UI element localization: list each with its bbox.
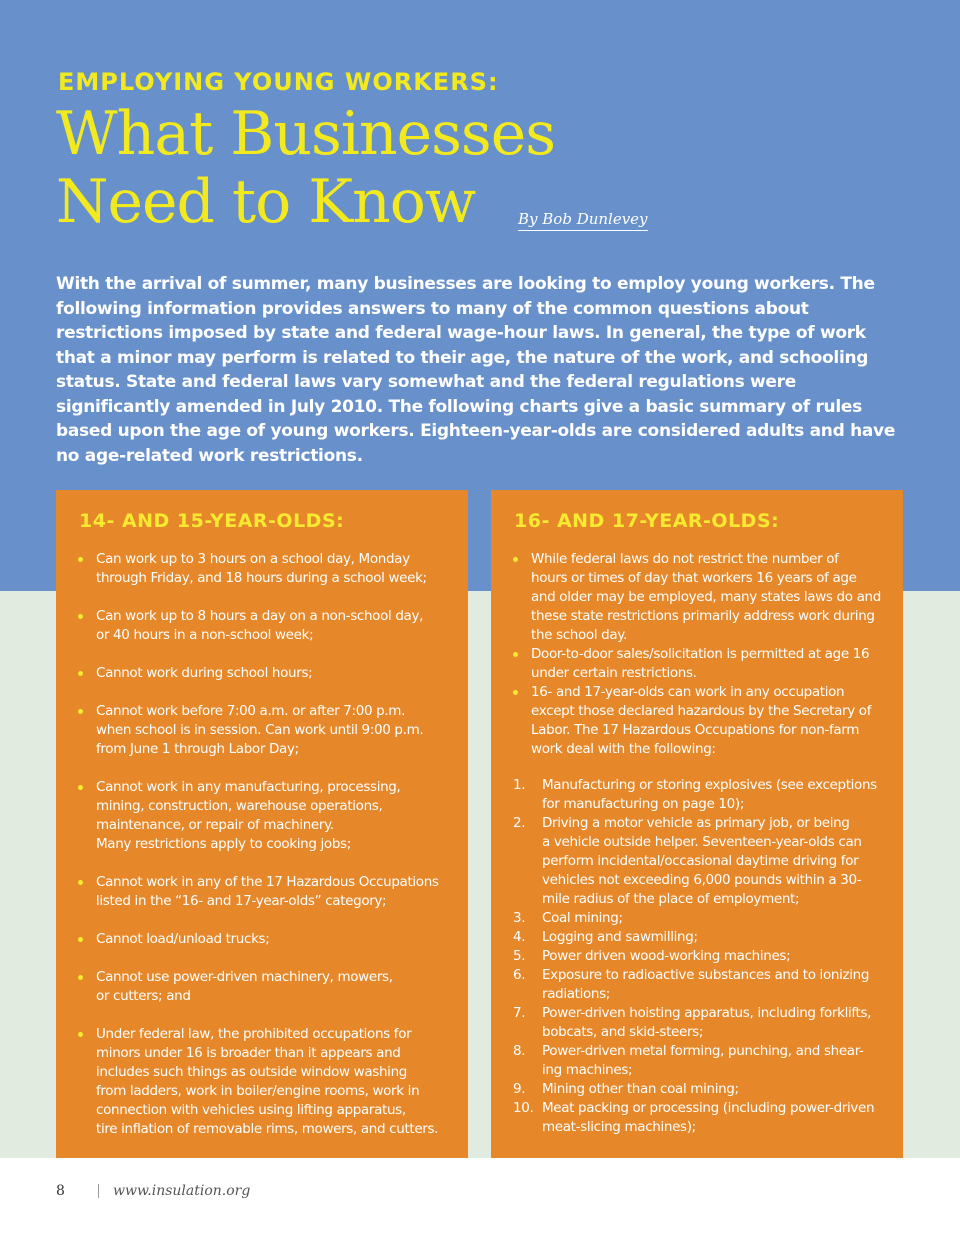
list-item-text: Cannot work in any of the 17 Hazardous Occupations listed in the “16- and 17-year-olds” category; bbox=[96, 874, 439, 909]
numbered-item bbox=[491, 1099, 903, 1137]
list-item-text: Can work up to 3 hours on a school day, Monday through Friday, and 18 hours during a school week; bbox=[96, 551, 427, 586]
numbered-item-text: Logging and sawmilling; bbox=[542, 929, 698, 945]
list-item bbox=[56, 550, 468, 588]
item-number: 3. bbox=[513, 910, 526, 926]
author-byline: By Bob Dunlevey bbox=[518, 210, 648, 231]
panel-14-15 bbox=[56, 490, 468, 1158]
footer-divider bbox=[98, 1184, 99, 1198]
bullet-icon bbox=[78, 557, 83, 562]
numbered-item bbox=[491, 928, 903, 947]
numbered-item-text: Power driven wood-working machines; bbox=[542, 948, 791, 964]
numbered-item bbox=[491, 776, 903, 814]
list-item bbox=[56, 873, 468, 911]
article-kicker: EMPLOYING YOUNG WORKERS: bbox=[58, 68, 499, 96]
bullet-icon bbox=[78, 785, 83, 790]
list-item-text: Under federal law, the prohibited occupations for minors under 16 is broader than it appears and includes such things as outside window washing from ladders, work in boiler/engine rooms, work in connection with vehicles using lifting apparatus, tire inflation of removable rims, mowers, and cutters. bbox=[96, 1026, 439, 1137]
numbered-item-text: Driving a motor vehicle as primary job, or being a vehicle outside helper. Seventeen-year-olds can perform incidental/occasional daytime driving for vehicles not exceeding 6,000 pounds within a 30- mile radius of the place of employment; bbox=[542, 815, 862, 907]
numbered-item bbox=[491, 966, 903, 1004]
list-item bbox=[56, 968, 468, 1006]
numbered-item-text: Exposure to radioactive substances and to ionizing radiations; bbox=[542, 967, 870, 1002]
item-number: 5. bbox=[513, 948, 526, 964]
list-item-text: Cannot work before 7:00 a.m. or after 7:00 p.m. when school is in session. Can work until 9:00 p.m. from June 1 through Labor Day; bbox=[96, 703, 424, 757]
list-item-text: Door-to-door sales/solicitation is permitted at age 16 under certain restrictions. bbox=[531, 646, 870, 681]
article-title bbox=[56, 100, 555, 236]
bullet-icon bbox=[513, 690, 518, 695]
panel-title-16-17: 16- AND 17-YEAR-OLDS: bbox=[514, 510, 780, 532]
numbered-item-text: Power-driven hoisting apparatus, including forklifts, bobcats, and skid-steers; bbox=[542, 1005, 872, 1040]
list-item-text: While federal laws do not restrict the number of hours or times of day that workers 16 years of age and older may be employed, many states laws do and these state restrictions primarily address work during the school day. bbox=[531, 551, 881, 643]
numbered-item bbox=[491, 1080, 903, 1099]
list-item-text: Cannot load/unload trucks; bbox=[96, 931, 270, 947]
list-item-text: Cannot work during school hours; bbox=[96, 665, 313, 681]
list-item bbox=[491, 550, 903, 645]
item-number: 2. bbox=[513, 815, 526, 831]
item-number: 4. bbox=[513, 929, 526, 945]
numbered-item-text: Power-driven metal forming, punching, and shear- ing machines; bbox=[542, 1043, 864, 1078]
list-item-text: Can work up to 8 hours a day on a non-school day, or 40 hours in a non-school week; bbox=[96, 608, 424, 643]
numbered-item bbox=[491, 1042, 903, 1080]
item-number: 10. bbox=[513, 1100, 534, 1116]
footer-url: www.insulation.org bbox=[113, 1183, 251, 1199]
list-item bbox=[56, 1025, 468, 1139]
bullet-icon bbox=[513, 557, 518, 562]
title-line-2: Need to Know bbox=[56, 167, 476, 237]
numbered-item bbox=[491, 947, 903, 966]
item-number: 1. bbox=[513, 777, 526, 793]
title-line-1: What Businesses bbox=[56, 99, 556, 169]
list-item bbox=[56, 930, 468, 949]
bullet-icon bbox=[78, 614, 83, 619]
panel-title-14-15: 14- AND 15-YEAR-OLDS: bbox=[79, 510, 345, 532]
rules-list-14-15 bbox=[56, 550, 468, 1139]
item-number: 6. bbox=[513, 967, 526, 983]
numbered-item-text: Meat packing or processing (including power-driven meat-slicing machines); bbox=[542, 1100, 875, 1135]
numbered-item-text: Mining other than coal mining; bbox=[542, 1081, 739, 1097]
list-item bbox=[491, 645, 903, 683]
list-item bbox=[56, 607, 468, 645]
item-number: 9. bbox=[513, 1081, 526, 1097]
numbered-item-text: Manufacturing or storing explosives (see exceptions for manufacturing on page 10); bbox=[542, 777, 877, 812]
bullet-icon bbox=[78, 1032, 83, 1037]
numbered-item-text: Coal mining; bbox=[542, 910, 623, 926]
rules-list-16-17 bbox=[491, 550, 903, 759]
list-item bbox=[56, 664, 468, 683]
numbered-item bbox=[491, 909, 903, 928]
numbered-item bbox=[491, 814, 903, 909]
list-item bbox=[56, 778, 468, 854]
item-number: 8. bbox=[513, 1043, 526, 1059]
bullet-icon bbox=[78, 709, 83, 714]
page-number: 8 bbox=[56, 1183, 65, 1199]
bullet-icon bbox=[78, 937, 83, 942]
numbered-item bbox=[491, 1004, 903, 1042]
hazardous-occupations-list bbox=[491, 776, 903, 1137]
bullet-icon bbox=[78, 975, 83, 980]
list-item bbox=[56, 702, 468, 759]
intro-paragraph: With the arrival of summer, many businesses are looking to employ young workers. The following information provides answers to many of the common questions about restrictions imposed by state and federal wage-hour laws. In general, the type of work that a minor may perform is related to their age, the nature of the work, and schooling status. State and federal laws vary somewhat and the federal regulations were significantly amended in July 2010. The following charts give a basic summary of rules based upon the age of young workers. Eighteen-year-olds are considered adults and have no age-related work restrictions. bbox=[56, 274, 896, 466]
bullet-icon bbox=[513, 652, 518, 657]
list-item-text: Cannot use power-driven machinery, mowers, or cutters; and bbox=[96, 969, 393, 1004]
list-item bbox=[491, 683, 903, 759]
bullet-icon bbox=[78, 671, 83, 676]
list-item-text: 16- and 17-year-olds can work in any occupation except those declared hazardous by the Secretary of Labor. The 17 Hazardous Occupations for non-farm work deal with the following: bbox=[531, 684, 872, 757]
panel-16-17 bbox=[491, 490, 903, 1158]
bullet-icon bbox=[78, 880, 83, 885]
item-number: 7. bbox=[513, 1005, 526, 1021]
list-item-text: Cannot work in any manufacturing, processing, mining, construction, warehouse operations, maintenance, or repair of machinery. Many restrictions apply to cooking jobs; bbox=[96, 779, 401, 852]
